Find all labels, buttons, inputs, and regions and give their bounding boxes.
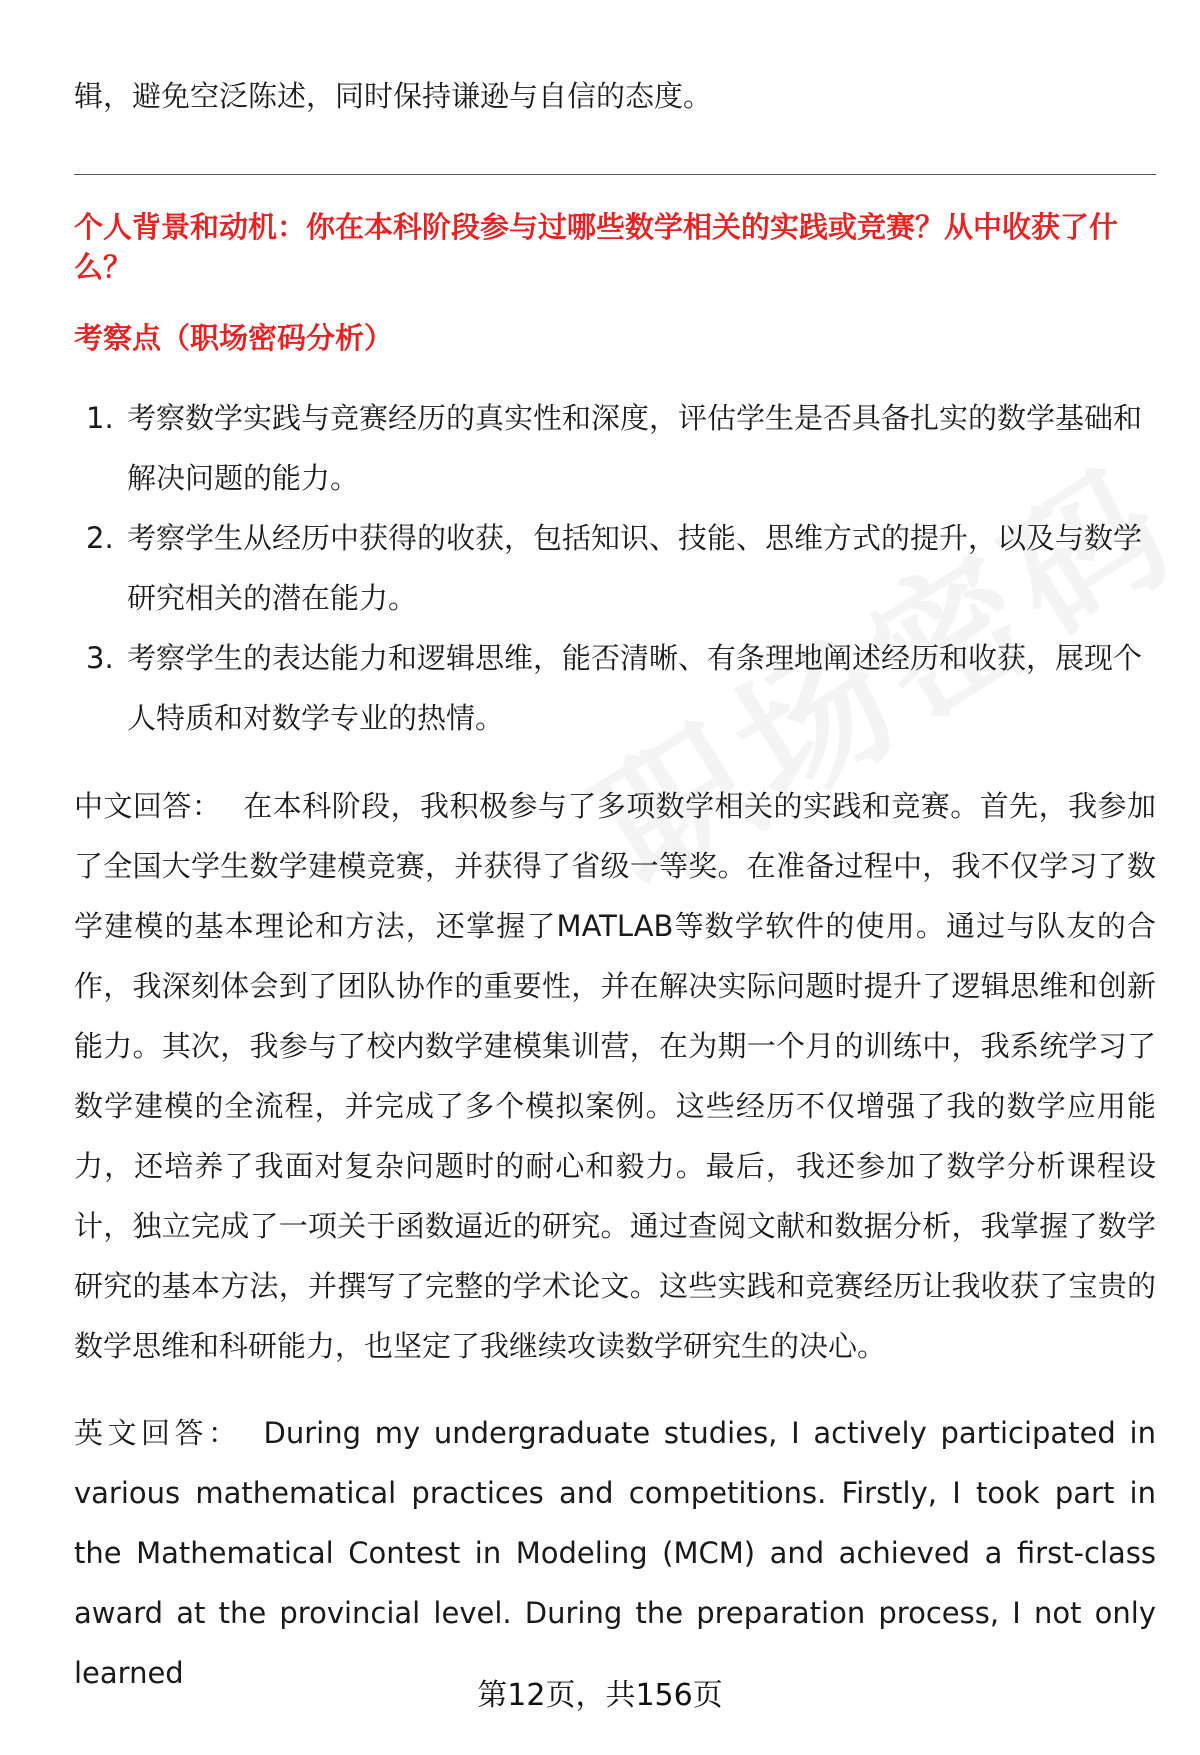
assessment-points-list [74, 388, 1156, 748]
english-answer-label: 英文回答： [74, 1416, 242, 1450]
list-item [74, 388, 1156, 508]
continuation-text: 辑，避免空泛陈述，同时保持谦逊与自信的态度。 [74, 79, 713, 113]
list-item-number: 2. [86, 521, 114, 555]
question-title: 个人背景和动机：你在本科阶段参与过哪些数学相关的实践或竞赛？从中收获了什么？ [74, 210, 1119, 284]
english-answer [74, 1403, 1156, 1703]
list-item-text: 考察学生的表达能力和逻辑思维，能否清晰、有条理地阐述经历和收获，展现个人特质和对数学专业的热情。 [127, 641, 1143, 735]
english-answer-text: During my undergraduate studies, I actively participated in various mathematical practices and competitions. Firstly, I took part in the Mathematical Contest in Modeling (MCM) and achieved a first-class award at the provincial level. During the preparation process, I not only learned [74, 1416, 1156, 1690]
list-item [74, 628, 1156, 748]
list-item-text: 考察学生从经历中获得的收获，包括知识、技能、思维方式的提升，以及与数学研究相关的潜在能力。 [127, 521, 1143, 615]
chinese-answer-label: 中文回答： [74, 789, 222, 823]
list-item-number: 3. [86, 641, 114, 675]
list-item-text: 考察数学实践与竞赛经历的真实性和深度，评估学生是否具备扎实的数学基础和解决问题的能力。 [127, 401, 1143, 495]
chinese-answer-text: 在本科阶段，我积极参与了多项数学相关的实践和竞赛。首先，我参加了全国大学生数学建模竞赛，并获得了省级一等奖。在准备过程中，我不仅学习了数学建模的基本理论和方法，还掌握了MATLAB等数学软件的使用。通过与队友的合作，我深刻体会到了团队协作的重要性，并在解决实际问题时提升了逻辑思维和创新能力。其次，我参与了校内数学建模集训营，在为期一个月的训练中，我系统学习了数学建模的全流程，并完成了多个模拟案例。这些经历不仅增强了我的数学应用能力，还培养了我面对复杂问题时的耐心和毅力。最后，我还参加了数学分析课程设计，独立完成了一项关于函数逼近的研究。通过查阅文献和数据分析，我掌握了数学研究的基本方法，并撰写了完整的学术论文。这些实践和竞赛经历让我收获了宝贵的数学思维和科研能力，也坚定了我继续攻读数学研究生的决心。 [74, 789, 1156, 1363]
list-item [74, 508, 1156, 628]
section-heading: 考察点（职场密码分析） [74, 321, 394, 355]
chinese-answer [74, 776, 1156, 1376]
list-item-number: 1. [86, 401, 114, 435]
page-number-footer: 第12页，共156页 [477, 1678, 723, 1713]
section-divider [74, 174, 1156, 175]
